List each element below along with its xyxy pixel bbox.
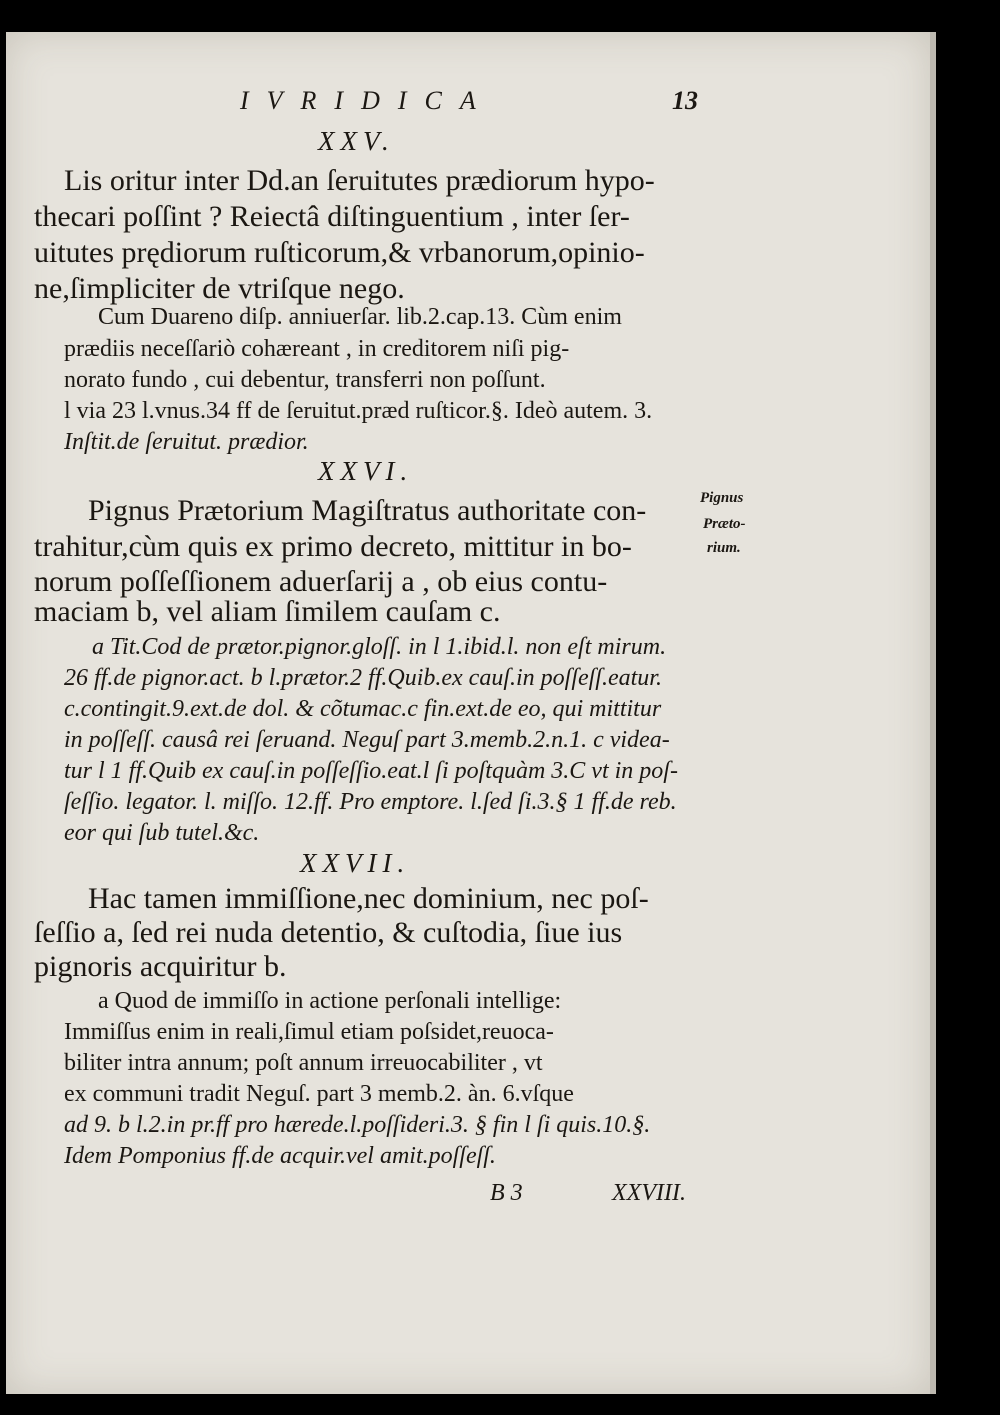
section-25-note-5: Inſtit.de ſeruitut. prædior.: [64, 429, 309, 455]
catchword: XXVIII.: [612, 1180, 686, 1206]
section-numeral-27: XXVII.: [300, 848, 411, 878]
section-25-line-1: Lis oritur inter Dd.an ſeruitutes prædiorum hypo-: [64, 164, 655, 197]
section-27-note-3: biliter intra annum; poſt annum irreuocabiliter , vt: [64, 1050, 543, 1076]
section-26-note-7: eor qui ſub tutel.&c.: [64, 820, 260, 846]
section-26-note-6: ſeſſio. legator. l. miſſo. 12.ff. Pro emptore. l.ſed ſi.3.§ 1 ff.de reb.: [64, 789, 677, 815]
section-numeral-25: XXV.: [318, 126, 395, 156]
section-25-note-3: norato fundo , cui debentur, transferri non poſſunt.: [64, 367, 546, 393]
section-26-note-4: in poſſeſſ. causâ rei ſeruand. Neguſ part 3.memb.2.n.1. c videa-: [64, 727, 670, 753]
section-26-note-1: a Tit.Cod de prætor.pignor.gloſſ. in l 1.ibid.l. non eſt mirum.: [92, 634, 667, 660]
section-26-line-4: maciam b, vel aliam ſimilem cauſam c.: [34, 595, 501, 628]
section-27-note-5: ad 9. b l.2.in pr.ff pro hærede.l.poſſideri.3. § fin l ſi quis.10.§.: [64, 1112, 651, 1138]
margin-note-line-3: rium.: [707, 540, 741, 556]
margin-note-line-2: Præto-: [703, 516, 746, 532]
signature-mark: B 3: [490, 1180, 523, 1206]
section-25-line-3: uitutes prędiorum ruſticorum,& vrbanorum,opinio-: [34, 236, 645, 269]
section-26-note-5: tur l 1 ff.Quib ex cauſ.in poſſeſſio.eat.l ſi poſtquàm 3.C vt in poſ-: [64, 758, 678, 784]
section-26-line-1: Pignus Prætorium Magiſtratus authoritate con-: [88, 494, 647, 527]
section-27-note-4: ex communi tradit Neguſ. part 3 memb.2. àn. 6.vſque: [64, 1081, 574, 1107]
section-27-note-2: Immiſſus enim in reali,ſimul etiam poſsidet,reuoca-: [64, 1019, 554, 1045]
section-25-line-4: ne,ſimpliciter de vtriſque nego.: [34, 272, 405, 305]
section-26-line-3: norum poſſeſſionem aduerſarij a , ob eius contu-: [34, 565, 608, 598]
margin-note-line-1: Pignus: [700, 490, 744, 506]
section-25-note-4: l via 23 l.vnus.34 ff de ſeruitut.præd ruſticor.§. Ideò autem. 3.: [64, 398, 653, 424]
section-25-note-1: Cum Duareno diſp. anniuerſar. lib.2.cap.13. Cùm enim: [98, 304, 622, 330]
section-26-line-2: trahitur,cùm quis ex primo decreto, mittitur in bo-: [34, 530, 632, 563]
section-27-line-3: pignoris acquiritur b.: [34, 950, 287, 983]
running-title: IVRIDICA: [240, 86, 494, 115]
section-26-note-3: c.contingit.9.ext.de dol. & cõtumac.c fin.ext.de eo, qui mittitur: [64, 696, 662, 722]
section-27-line-2: ſeſſio a, ſed rei nuda detentio, & cuſtodia, ſiue ius: [34, 916, 623, 949]
section-27-note-6: Idem Pomponius ff.de acquir.vel amit.poſſeſſ.: [64, 1143, 496, 1169]
section-26-note-2: 26 ff.de pignor.act. b l.prætor.2 ff.Quib.ex cauſ.in poſſeſſ.eatur.: [64, 665, 662, 691]
section-27-note-1: a Quod de immiſſo in actione perſonali intellige:: [98, 988, 562, 1014]
section-25-line-2: thecari poſſint ? Reiectâ diſtinguentium , inter ſer-: [34, 200, 630, 233]
page-edge: [930, 32, 936, 1394]
section-25-note-2: prædiis neceſſariò cohæreant , in creditorem niſi pig-: [64, 336, 570, 362]
section-27-line-1: Hac tamen immiſſione,nec dominium, nec poſ-: [88, 882, 649, 915]
section-numeral-26: XXVI.: [318, 456, 414, 486]
page-number: 13: [672, 86, 698, 115]
